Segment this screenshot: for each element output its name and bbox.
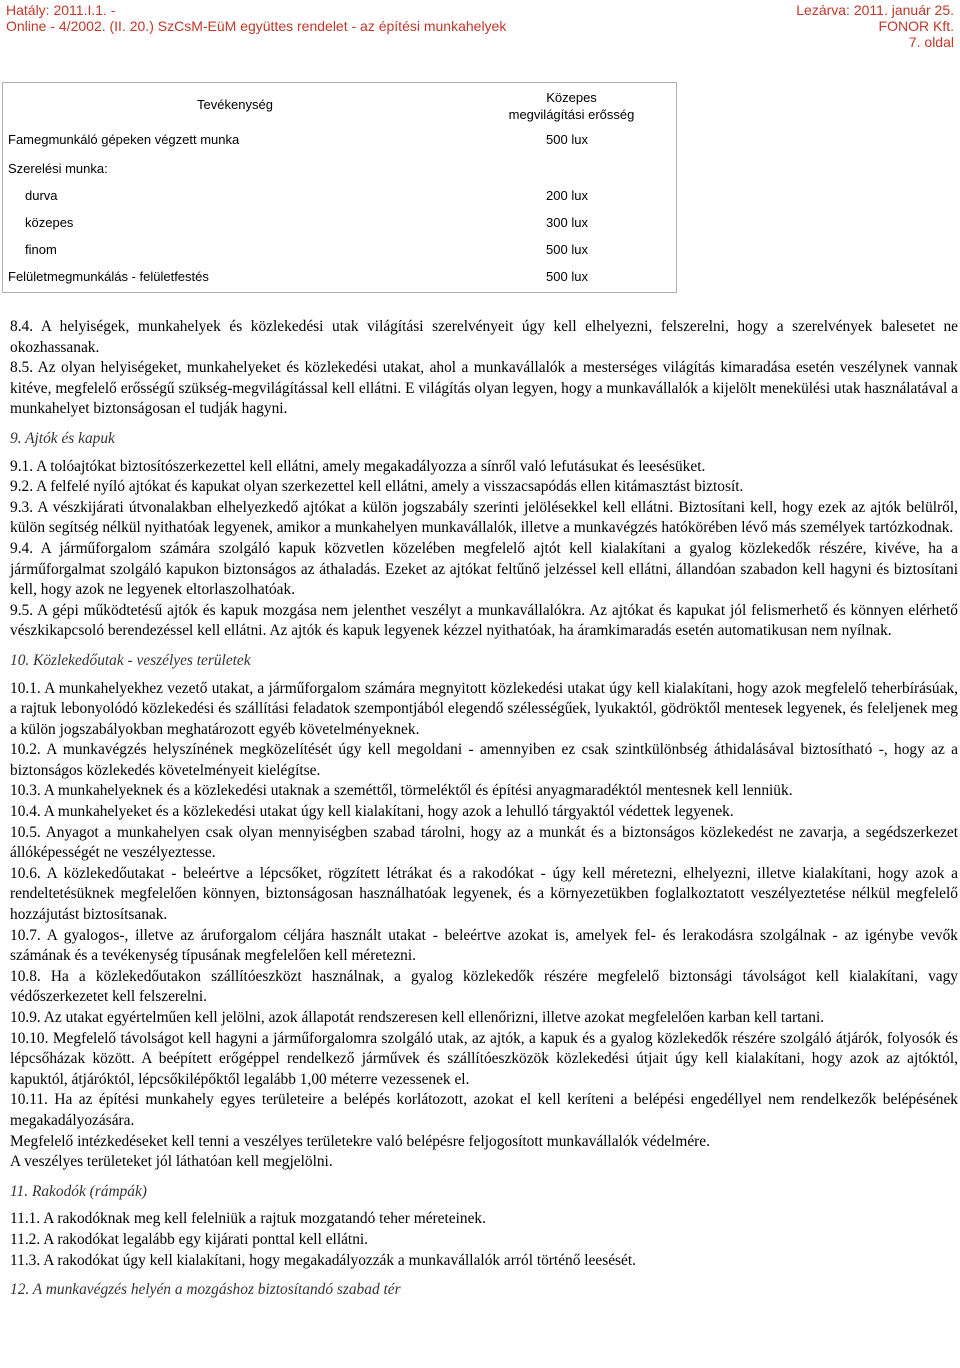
- paragraph-10-8: 10.8. Ha a közlekedőutakon szállítóeszközt használnak, a gyalog közlekedők részére megfelelő biztonsági távolságot kell kialakítani, vagy védőszerkezetet kell felszerelni.: [10, 967, 958, 1006]
- paragraph-9-1: 9.1. A tolóajtókat biztosítószerkezettel kell ellátni, amely megakadályozza a sínről való lefutásukat és leesésüket.: [10, 457, 706, 475]
- paragraph-10-3: 10.3. A munkahelyeknek és a közlekedési utaknak a szeméttől, törmeléktől és építési anyagmaradéktól mentesnek kell lenniük.: [10, 782, 793, 800]
- paragraph-11-3: 11.3. A rakodókat úgy kell kialakítani, hogy megakadályozzák a munkavállalók arról történő leesését.: [10, 1251, 636, 1269]
- table-row-value: 500 lux: [546, 132, 588, 147]
- header-closed-date: Lezárva: 2011. január 25.: [796, 2, 954, 18]
- paragraph-10-7: 10.7. A gyalogos-, illetve az áruforgalom céljára használt utakat - beleértve azokat is, amelyek fel- és lerakodásra szolgálnak - az igénybe vevők számának és a tevékenység típusának megfelelően kell méretezni.: [10, 926, 958, 965]
- table-row-value: 500 lux: [546, 242, 588, 257]
- paragraph-8-5: 8.5. Az olyan helyiségeket, munkahelyeket és közlekedési utakat, ahol a munkavállalók a mesterséges világítás kimaradása esetén veszélynek vannak kitéve, megfelelő erősségű szükség-megvilágítással kell ellátni. E világítás olyan legyen, hogy a munkavállalók a kijelölt menekülési utak használatával a munkahelyet biztonságosan el tudják hagyni.: [10, 359, 958, 418]
- header-document-title: Online - 4/2002. (II. 20.) SzCsM-EüM együttes rendelet - az építési munkahelyek: [6, 18, 507, 34]
- header-publisher: FONOR Kft.: [878, 18, 954, 34]
- paragraph-10-4: 10.4. A munkahelyeket és a közlekedési utakat úgy kell kialakítani, hogy azok a lehulló tárgyaktól védettek legyenek.: [10, 803, 734, 821]
- paragraph-10-9: 10.9. Az utakat egyértelműen kell jelölni, azok állapotát rendszeresen kell ellenőrizni, illetve azokat megfelelően karban kell tartani.: [10, 1009, 825, 1026]
- header-left: [6, 2, 506, 34]
- paragraph-10-6: 10.6. A közlekedőutakat - beleértve a lépcsőket, rögzített létrákat és a rakodókat - úgy kell méretezni, elhelyezni, illetve kialakítani, hogy azok a rendeltetésüknek megfelelően könnyen, biztonságosan használhatóak legyenek, és a környezetükben foglalkoztatott veszélyeztetése nélkül megfelelő hozzájutást biztosítsanak.: [10, 864, 958, 924]
- paragraph-10-5: 10.5. Anyagot a munkahelyen csak olyan mennyiségben szabad tárolni, hogy az a munkát és a biztonságos közlekedést ne zavarja, a segédszerkezet állóképességét ne veszélyeztesse.: [10, 823, 958, 862]
- section-heading-12: 12. A munkavégzés helyén a mozgáshoz biztosítandó szabad tér: [10, 1281, 401, 1299]
- table-row-label: közepes: [25, 215, 74, 230]
- document-body: [10, 317, 958, 1308]
- paragraph-10-11: 10.11. Ha az építési munkahely egyes területeire a belépés korlátozott, azokat el kell keríteni a belépési engedéllyel nem rendelkezők belépésének megakadályozására.: [10, 1091, 958, 1129]
- paragraph-10-2: 10.2. A munkavégzés helyszínének megközelítését úgy kell megoldani - amennyiben ez csak szintkülönbség áthidalásával biztosítható -, hogy az a biztonságos közlekedés követelményeit kielégítse.: [10, 741, 958, 779]
- paragraph-8-4: 8.4. A helyiségek, munkahelyek és közlekedési utak világítási szerelvényeit úgy kell elhelyezni, felszerelni, hogy a szerelvények balesetet ne okozhassanak.: [10, 318, 958, 356]
- table-row-label: Szerelési munka:: [8, 161, 108, 176]
- section-heading-10: 10. Közlekedőutak - veszélyes területek: [10, 651, 251, 669]
- table-row-label: durva: [25, 188, 58, 203]
- table-row-label: Felületmegmunkálás - felületfestés: [8, 269, 209, 284]
- table-row-label: Famegmunkáló gépeken végzett munka: [8, 132, 240, 147]
- table-row-value: 200 lux: [546, 188, 588, 203]
- section-heading-9: 9. Ajtók és kapuk: [10, 429, 115, 447]
- table-header-activity: Tevékenység: [197, 97, 273, 112]
- paragraph-9-4: 9.4. A járműforgalom számára szolgáló kapuk közvetlen közelében megfelelő ajtót kell kialakítani a gyalog közlekedők részére, kivéve, ha a járműforgalmat szolgáló kapukon biztonságos az áthaladás. Ezeket az ajtókat feltűnő jelzéssel kell ellátni, állandóan szabadon kell hagyni és biztosítani kell, hogy azok ne legyenek eltorlaszolhatóak.: [10, 539, 958, 599]
- paragraph-9-3: 9.3. A vészkijárati útvonalakban elhelyezkedő ajtókat a külön jogszabály szerinti jelölésekkel kell ellátni. Biztosítani kell, hogy ezek az ajtók belülről, külön segítség nélkül nyithatóak legyenek, amikor a munkahelyen munkavállalók, illetve a munkavégzés hatókörében lévő más személyek tartózkodnak.: [10, 498, 958, 537]
- section-heading-11: 11. Rakodók (rámpák): [10, 1182, 147, 1200]
- header-validity: Hatály: 2011.I.1. -: [6, 2, 116, 18]
- header-page-number: 7. oldal: [908, 34, 954, 50]
- paragraph-9-2: 9.2. A felfelé nyíló ajtókat és kapukat olyan szerkezettel kell ellátni, amely a visszacsapódás ellen kitámasztást biztosít.: [10, 478, 744, 496]
- paragraph-10-11-measures: Megfelelő intézkedéseket kell tenni a veszélyes területekre való belépésre feljogosított munkavállalók védelmére.: [10, 1132, 710, 1150]
- paragraph-10-1: 10.1. A munkahelyekhez vezető utakat, a járműforgalom számára megnyitott közlekedési utakat úgy kell kialakítani, hogy azok megfelelő teherbírásúak, a rajtuk lebonyolódó közlekedési és szállítási feladatok szempontjából elegendő szélességűek, lyukaktól, gödröktől mentesek legyenek, és feleljenek meg a külön jogszabályokban meghatározott egyéb követelményeknek.: [10, 679, 958, 738]
- table-row-value: 300 lux: [546, 215, 588, 230]
- table-header-illumination-line1: Közepes: [546, 90, 597, 105]
- paragraph-11-2: 11.2. A rakodókat legalább egy kijárati ponttal kell ellátni.: [10, 1230, 369, 1248]
- table-header-illumination: [467, 89, 676, 123]
- paragraph-9-5: 9.5. A gépi működtetésű ajtók és kapuk mozgása nem jelenthet veszélyt a munkavállalókra. Az ajtókat és kapukat jól felismerhető és könnyen elérhető vészkikapcsoló berendezéssel kell ellátni. Az ajtók és kapuk legyenek kézzel nyithatóak, ha áramkimaradás esetén automatikusan nem nyílnak.: [10, 601, 958, 640]
- paragraph-10-11-marking: A veszélyes területeket jól láthatóan kell megjelölni.: [10, 1153, 333, 1171]
- paragraph-10-10: 10.10. Megfelelő távolságot kell hagyni a járműforgalomra szolgáló utak, az ajtók, a kapuk és a gyalog közlekedők részére szolgáló átjárók, folyosók és lépcsőházak között. A beépített erőgéppel rendelkező járművek és szállítóeszközök közlekedési útjait úgy kell kialakítani, hogy azok az ajtóktól, kapuktól, átjáróktól, lépcsőkilépőktől legalább 1,00 méterre vezessenek el.: [10, 1029, 958, 1088]
- page-header: [0, 0, 960, 52]
- table-row-label: finom: [25, 242, 57, 257]
- table-header-illumination-line2: megvilágítási erősség: [508, 107, 635, 122]
- paragraph-11-1: 11.1. A rakodóknak meg kell felelniük a rajtuk mozgatandó teher méreteinek.: [10, 1210, 486, 1228]
- illumination-table: [2, 82, 677, 293]
- header-right: [796, 2, 954, 50]
- table-row-value: 500 lux: [546, 269, 588, 284]
